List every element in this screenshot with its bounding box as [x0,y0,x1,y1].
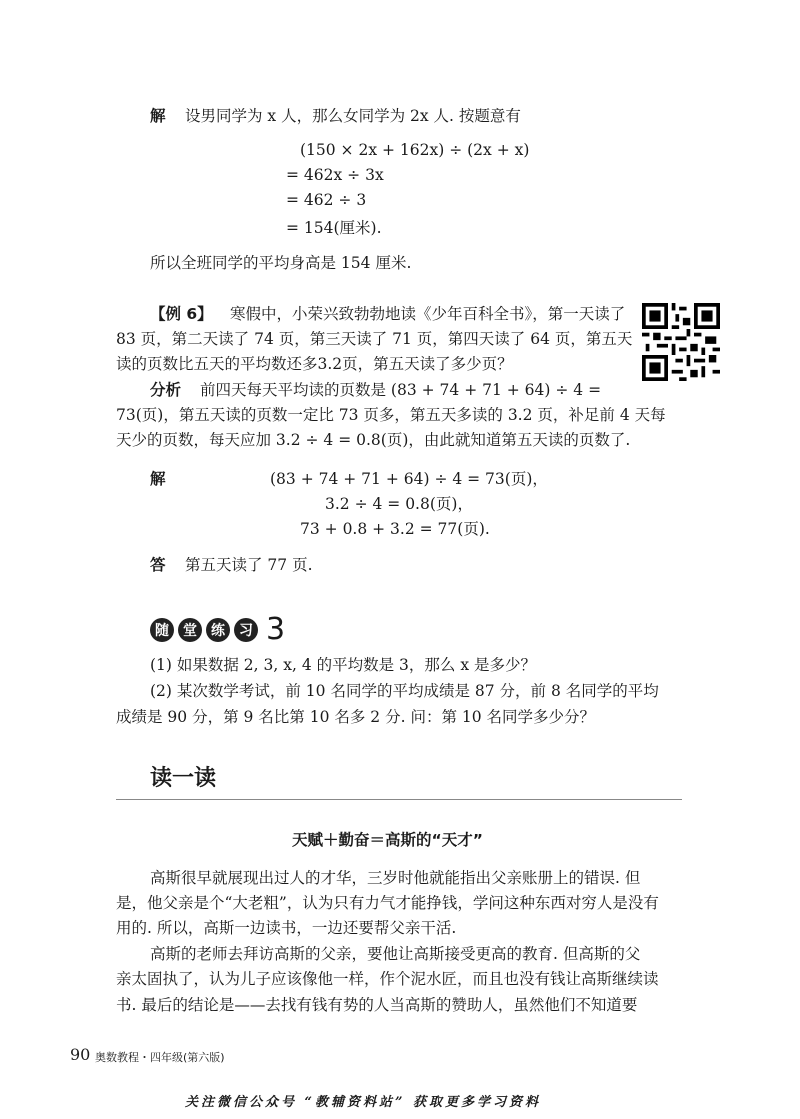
solution-intro: 设男同学为 x 人，那么女同学为 2x 人. 按题意有 [185,107,521,125]
qr-code-icon[interactable] [642,303,720,381]
answer-text: 第五天读了 77 页. [185,556,313,574]
example-tag: 【例 6】 [150,305,213,323]
solution-step: = 154(厘米). [286,219,382,237]
practice-badge: 随 [150,618,174,642]
practice-number: 3 [266,612,286,647]
analysis-text: 前四天每天平均读的页数是 (83 + 74 + 71 + 64) ÷ 4 = [200,381,602,399]
paragraph-line: 用的. 所以，高斯一边读书，一边还要帮父亲干活. [116,919,457,937]
practice-item: (1) 如果数据 2, 3, x, 4 的平均数是 3，那么 x 是多少？ [150,656,537,674]
solution-step: (150 × 2x + 162x) ÷ (2x + x) [300,141,530,159]
solution-step: 3.2 ÷ 4 = 0.8(页)， [325,495,473,513]
solution-label: 解 [150,107,166,125]
paragraph-line: 是，他父亲是个“大老粗”，认为只有力气才能挣钱，学问这种东西对穷人是没有 [116,894,659,912]
solution-step: = 462x ÷ 3x [286,166,384,184]
section-divider [116,799,682,800]
story-title: 天赋＋勤奋＝高斯的“天才” [292,831,483,849]
paragraph-line: 高斯很早就展现出过人的才华，三岁时他就能指出父亲账册上的错误. 但 [150,869,641,887]
section-title: 读一读 [150,766,217,791]
solution-step: 73 + 0.8 + 3.2 = 77(页). [300,520,490,538]
example-text: 寒假中，小荣兴致勃勃地读《少年百科全书》，第一天读了 [230,305,626,323]
solution-step: = 462 ÷ 3 [286,191,367,209]
solution-label: 解 [150,470,166,488]
practice-item: 成绩是 90 分，第 9 名比第 10 名多 2 分. 问：第 10 名同学多少分？ [116,708,596,726]
practice-badge: 堂 [178,618,202,642]
paragraph-line: 高斯的老师去拜访高斯的父亲，要他让高斯接受更高的教育. 但高斯的父 [150,945,641,963]
analysis-label: 分析 [150,381,182,399]
analysis-text: 73(页)，第五天读的页数一定比 73 页多，第五天多读的 3.2 页，补足前 4 天每 [116,406,666,424]
solution-step: (83 + 74 + 71 + 64) ÷ 4 = 73(页)， [270,470,548,488]
example-text: 83 页，第二天读了 74 页，第三天读了 71 页，第四天读了 64 页，第五天 [116,330,633,348]
analysis-text: 天少的页数，每天应加 3.2 ÷ 4 = 0.8(页)，由此就知道第五天读的页数了. [116,431,631,449]
practice-badge: 习 [234,618,258,642]
practice-badge: 练 [206,618,230,642]
example-text: 读的页数比五天的平均数还多3.2页，第五天读了多少页？ [116,355,513,373]
practice-item: (2) 某次数学考试，前 10 名同学的平均成绩是 87 分，前 8 名同学的平均 [150,682,659,700]
paragraph-line: 亲太固执了，认为儿子应该像他一样，作个泥水匠，而且也没有钱让高斯继续读 [116,970,659,988]
book-title: 奥数教程・四年级(第六版) [95,1051,225,1064]
page-number: 90 [70,1045,91,1064]
practice-header [150,612,286,647]
answer-label: 答 [150,556,166,574]
bottom-note: 关注微信公众号 “教辅资料站” 获取更多学习资料 [185,1095,542,1110]
paragraph-line: 书. 最后的结论是——去找有钱有势的人当高斯的赞助人，虽然他们不知道要 [116,996,638,1014]
solution-conclusion: 所以全班同学的平均身高是 154 厘米. [150,254,412,272]
